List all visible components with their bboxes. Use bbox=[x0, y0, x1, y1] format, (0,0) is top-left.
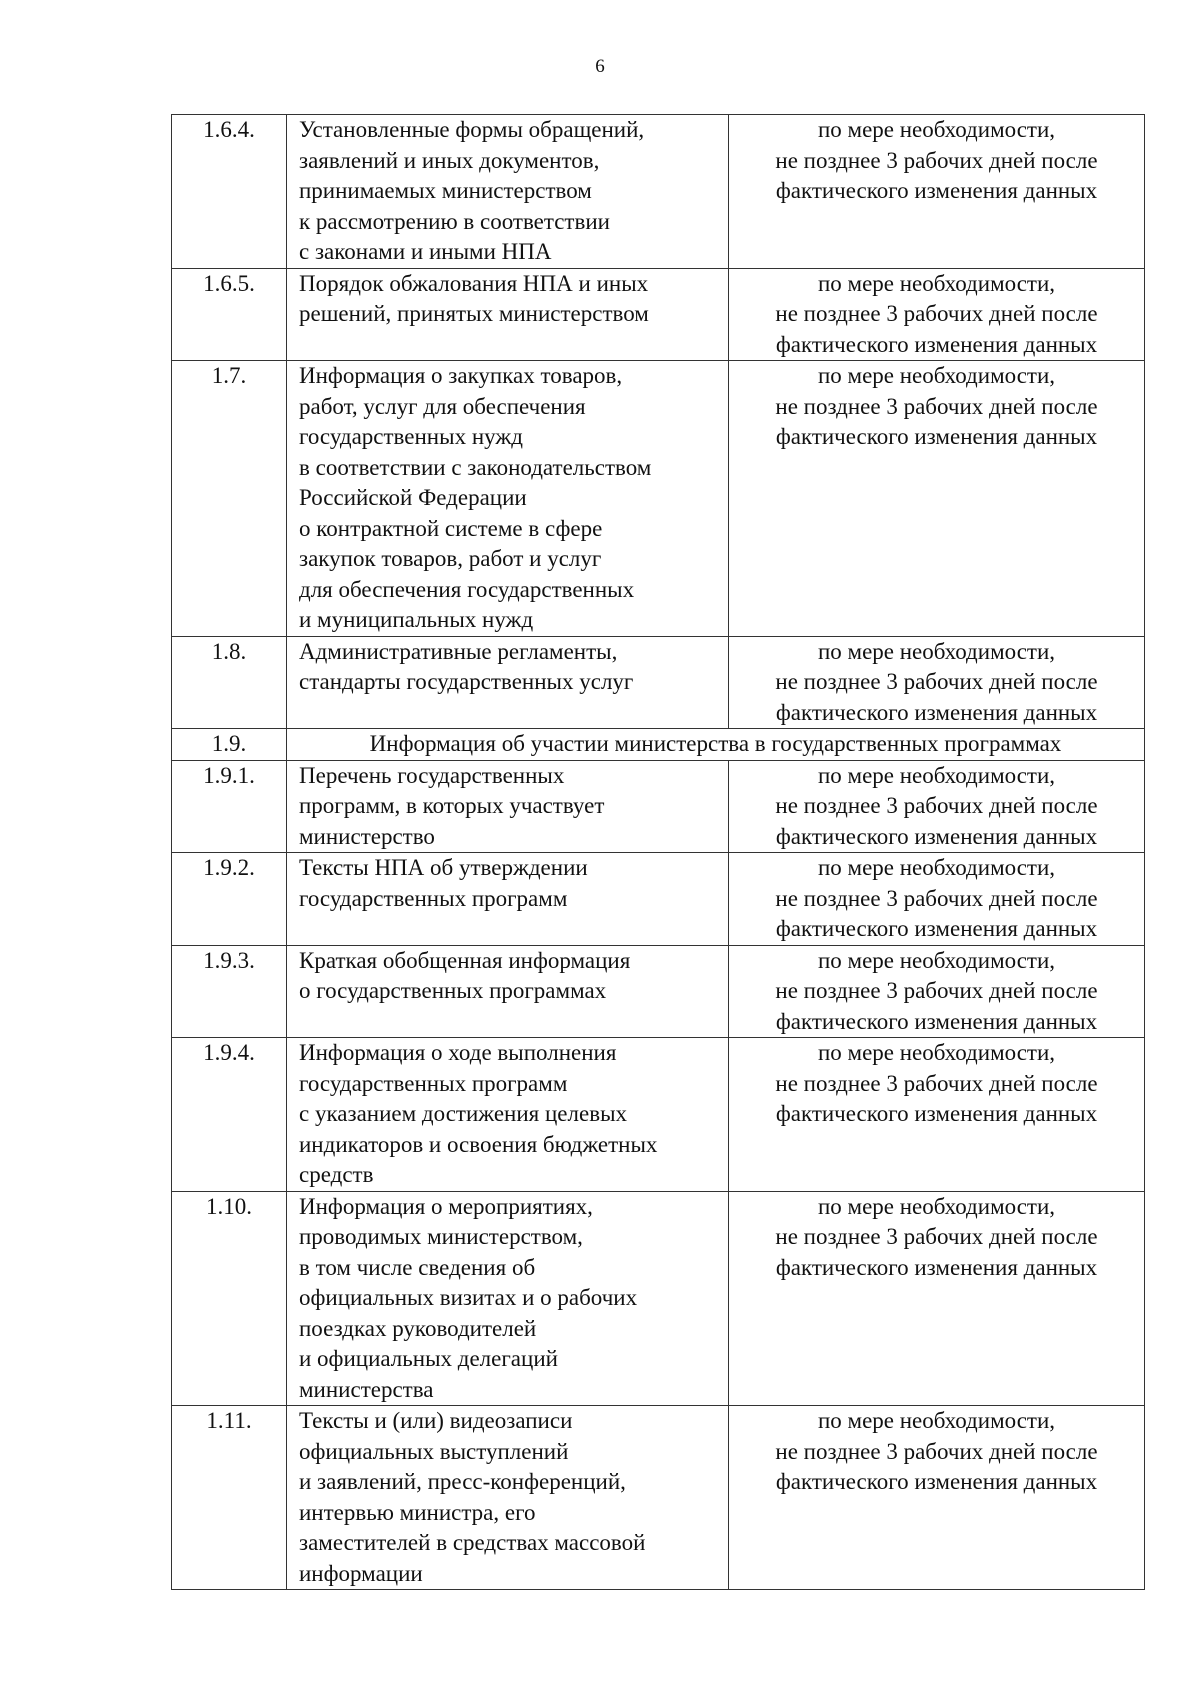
description-line: министерство bbox=[299, 823, 435, 849]
item-deadline bbox=[729, 760, 1145, 853]
deadline-line: по мере необходимости, bbox=[817, 947, 1056, 973]
description-line: и заявлений, пресс-конференций, bbox=[299, 1469, 626, 1494]
description-line: программ, в которых участвует bbox=[299, 793, 605, 818]
deadline-line: по мере необходимости, bbox=[817, 363, 1056, 388]
item-deadline bbox=[729, 945, 1145, 1038]
page-number: 6 bbox=[595, 56, 605, 77]
description-line: проводимых министерством, bbox=[299, 1224, 583, 1249]
table-row bbox=[172, 1191, 1145, 1406]
item-deadline bbox=[729, 361, 1145, 637]
description-line: информации bbox=[299, 1560, 423, 1586]
description-line: принимаемых министерством bbox=[299, 178, 592, 203]
deadline-line: по мере необходимости, bbox=[817, 117, 1056, 142]
deadline-line: по мере необходимости, bbox=[817, 1040, 1056, 1065]
description-line: Тексты и (или) видеозаписи bbox=[299, 1408, 573, 1433]
deadline-line: по мере необходимости, bbox=[817, 638, 1056, 664]
description-line: заявлений и иных документов, bbox=[299, 147, 600, 173]
deadline-line: не позднее 3 рабочих дней после bbox=[775, 978, 1098, 1003]
deadline-line: не позднее 3 рабочих дней после bbox=[775, 393, 1098, 419]
deadline-line: не позднее 3 рабочих дней после bbox=[775, 1438, 1098, 1464]
description-line: стандарты государственных услуг bbox=[299, 669, 634, 694]
item-description bbox=[287, 853, 729, 946]
item-description bbox=[287, 361, 729, 637]
deadline-line: фактического изменения данных bbox=[775, 331, 1098, 357]
deadline-line: не позднее 3 рабочих дней после bbox=[775, 1224, 1098, 1249]
description-line: Тексты НПА об утверждении bbox=[299, 855, 588, 880]
description-line: интервью министра, его bbox=[299, 1499, 536, 1525]
item-description bbox=[287, 1038, 729, 1192]
information-table bbox=[171, 114, 1145, 1590]
description-line: Административные регламенты, bbox=[299, 638, 618, 664]
description-line: в соответствии с законодательством bbox=[299, 454, 652, 480]
table-row bbox=[172, 1406, 1145, 1590]
item-number: 1.9.4. bbox=[172, 1038, 287, 1192]
description-line: Перечень государственных bbox=[299, 762, 565, 788]
description-line: Информация о мероприятиях, bbox=[299, 1193, 593, 1219]
deadline-line: фактического изменения данных bbox=[775, 916, 1098, 941]
description-line: Установленные формы обращений, bbox=[299, 117, 645, 142]
item-number: 1.9.1. bbox=[172, 760, 287, 853]
description-line: поездках руководителей bbox=[299, 1315, 537, 1341]
item-deadline bbox=[729, 636, 1145, 729]
description-line: официальных выступлений bbox=[299, 1438, 569, 1464]
item-number: 1.8. bbox=[172, 636, 287, 729]
description-line: о контрактной системе в сфере bbox=[299, 515, 603, 541]
description-line: Информация о закупках товаров, bbox=[299, 363, 623, 388]
table-body bbox=[172, 115, 1145, 1590]
description-line: заместителей в средствах массовой bbox=[299, 1530, 646, 1555]
item-description bbox=[287, 945, 729, 1038]
item-description bbox=[287, 1406, 729, 1590]
description-line: закупок товаров, работ и услуг bbox=[299, 546, 602, 571]
section-heading: Информация об участии министерства в государственных программах bbox=[287, 729, 1145, 761]
item-number: 1.7. bbox=[172, 361, 287, 637]
item-number: 1.6.5. bbox=[172, 268, 287, 361]
description-line: и муниципальных нужд bbox=[299, 607, 534, 632]
table-row bbox=[172, 945, 1145, 1038]
table-row bbox=[172, 115, 1145, 269]
table-row bbox=[172, 853, 1145, 946]
section-row bbox=[172, 729, 1145, 761]
description-line: Информация о ходе выполнения bbox=[299, 1040, 617, 1065]
item-description bbox=[287, 760, 729, 853]
item-description bbox=[287, 115, 729, 269]
deadline-line: фактического изменения данных bbox=[775, 1254, 1098, 1280]
deadline-line: по мере необходимости, bbox=[817, 270, 1056, 296]
item-deadline bbox=[729, 115, 1145, 269]
item-number: 1.9.2. bbox=[172, 853, 287, 946]
description-line: в том числе сведения об bbox=[299, 1254, 536, 1280]
description-line: с законами и иными НПА bbox=[299, 239, 552, 264]
deadline-line: фактического изменения данных bbox=[775, 424, 1098, 449]
description-line: и официальных делегаций bbox=[299, 1346, 558, 1371]
description-line: работ, услуг для обеспечения bbox=[299, 393, 586, 419]
deadline-line: фактического изменения данных bbox=[775, 178, 1098, 203]
description-line: для обеспечения государственных bbox=[299, 576, 635, 602]
table-row bbox=[172, 760, 1145, 853]
item-deadline bbox=[729, 1038, 1145, 1192]
item-deadline bbox=[729, 268, 1145, 361]
deadline-line: не позднее 3 рабочих дней после bbox=[775, 669, 1098, 694]
deadline-line: фактического изменения данных bbox=[775, 1008, 1098, 1034]
description-line: Краткая обобщенная информация bbox=[299, 947, 631, 973]
item-deadline bbox=[729, 1191, 1145, 1406]
table-row bbox=[172, 268, 1145, 361]
deadline-line: фактического изменения данных bbox=[775, 1469, 1098, 1494]
description-line: индикаторов и освоения бюджетных bbox=[299, 1131, 658, 1157]
table-row bbox=[172, 636, 1145, 729]
item-deadline bbox=[729, 1406, 1145, 1590]
description-line: Порядок обжалования НПА и иных bbox=[299, 270, 649, 296]
description-line: государственных программ bbox=[299, 1070, 568, 1096]
deadline-line: по мере необходимости, bbox=[817, 1193, 1056, 1219]
item-description bbox=[287, 268, 729, 361]
description-line: о государственных программах bbox=[299, 978, 607, 1003]
description-line: государственных нужд bbox=[299, 424, 523, 449]
description-line: к рассмотрению в соответствии bbox=[299, 208, 610, 234]
table-row bbox=[172, 361, 1145, 637]
deadline-line: не позднее 3 рабочих дней после bbox=[775, 793, 1098, 818]
description-line: средств bbox=[299, 1162, 374, 1187]
description-line: Российской Федерации bbox=[299, 485, 527, 510]
item-description bbox=[287, 636, 729, 729]
deadline-line: фактического изменения данных bbox=[775, 823, 1098, 849]
description-line: с указанием достижения целевых bbox=[299, 1101, 628, 1126]
item-number: 1.6.4. bbox=[172, 115, 287, 269]
deadline-line: не позднее 3 рабочих дней после bbox=[775, 301, 1098, 326]
deadline-line: не позднее 3 рабочих дней после bbox=[775, 1070, 1098, 1096]
table-row bbox=[172, 1038, 1145, 1192]
description-line: министерства bbox=[299, 1376, 434, 1402]
deadline-line: по мере необходимости, bbox=[817, 762, 1056, 788]
item-deadline bbox=[729, 853, 1145, 946]
item-number: 1.11. bbox=[172, 1406, 287, 1590]
description-line: государственных программ bbox=[299, 885, 568, 911]
description-line: официальных визитах и о рабочих bbox=[299, 1285, 638, 1310]
deadline-line: по мере необходимости, bbox=[817, 855, 1056, 880]
item-description bbox=[287, 1191, 729, 1406]
deadline-line: не позднее 3 рабочих дней после bbox=[775, 147, 1098, 173]
deadline-line: не позднее 3 рабочих дней после bbox=[775, 885, 1098, 911]
item-number: 1.9. bbox=[172, 729, 287, 761]
item-number: 1.9.3. bbox=[172, 945, 287, 1038]
description-line: решений, принятых министерством bbox=[299, 301, 649, 326]
deadline-line: фактического изменения данных bbox=[775, 699, 1098, 725]
deadline-line: по мере необходимости, bbox=[817, 1408, 1056, 1433]
item-number: 1.10. bbox=[172, 1191, 287, 1406]
deadline-line: фактического изменения данных bbox=[775, 1101, 1098, 1126]
